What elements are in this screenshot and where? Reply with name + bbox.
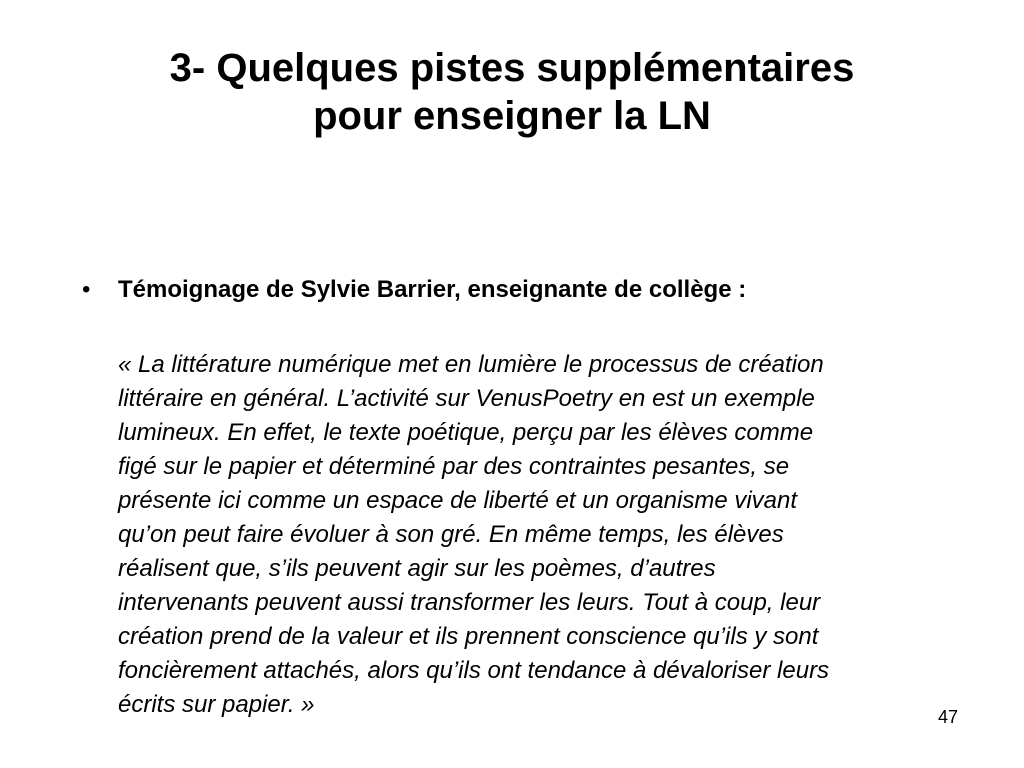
testimony-quote [118,348,978,722]
quote-line: qu’on peut faire évoluer à son gré. En même temps, les élèves [118,521,784,548]
quote-line: présente ici comme un espace de liberté et un organisme vivant [118,487,798,514]
bullet-icon: • [82,276,91,303]
slide-title [40,44,984,140]
page-number: 47 [938,707,959,727]
quote-line: intervenants peuvent aussi transformer les leurs. Tout à coup, leur [118,589,821,616]
quote-line: lumineux. En effet, le texte poétique, perçu par les élèves comme [118,419,814,446]
quote-line: réalisent que, s’ils peuvent agir sur les poèmes, d’autres [118,555,716,582]
quote-line: écrits sur papier. » [118,691,315,718]
quote-line: création prend de la valeur et ils prennent conscience qu’ils y sont [118,623,819,650]
bullet-heading: Témoignage de Sylvie Barrier, enseignante de collège : [118,276,747,303]
quote-line: « La littérature numérique met en lumière le processus de création [118,351,824,378]
slide-title-line: 3- Quelques pistes supplémentaires [169,46,855,90]
quote-line: littéraire en général. L’activité sur VenusPoetry en est un exemple [118,385,815,412]
quote-line: figé sur le papier et déterminé par des contraintes pesantes, se [118,453,790,480]
slide-title-line: pour enseigner la LN [313,94,711,138]
quote-line: foncièrement attachés, alors qu’ils ont tendance à dévaloriser leurs [118,657,830,684]
